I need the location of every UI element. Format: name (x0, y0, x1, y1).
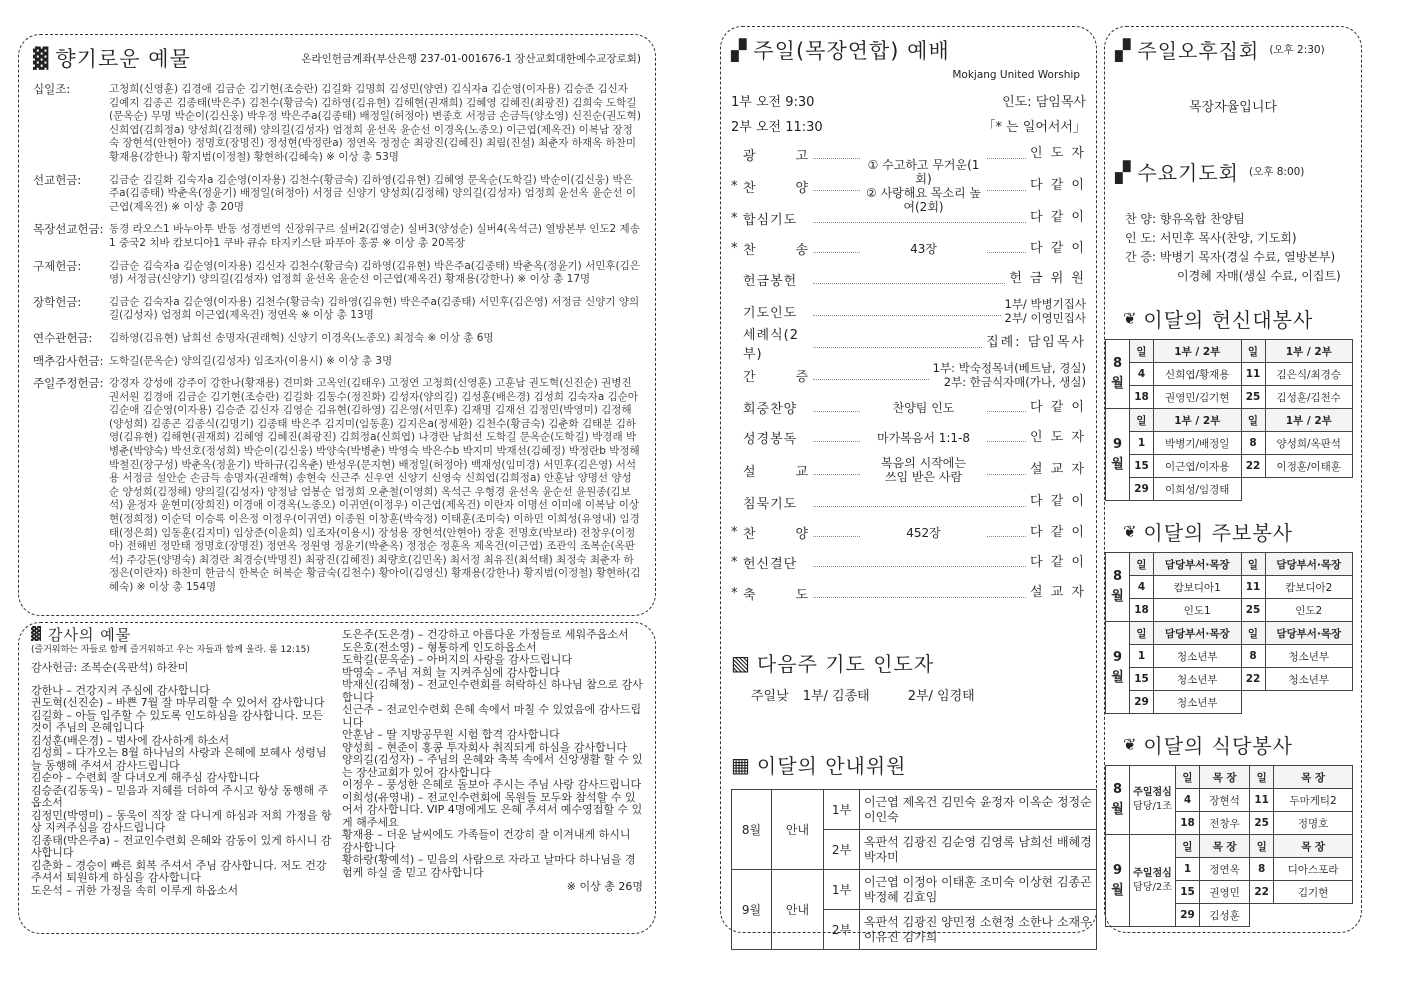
guide-row (732, 790, 1097, 830)
thanks-head: 감사헌금: 조복순(옥판석) 하찬미 (31, 661, 189, 674)
day-cell: 4 (1176, 789, 1200, 812)
table-row (1106, 455, 1353, 478)
guide-role: 안내 (772, 870, 824, 950)
day-cell: 11 (1250, 789, 1274, 812)
table-header (1106, 835, 1353, 858)
order-star: * (731, 585, 738, 601)
leaf-icon: ❦ (1123, 522, 1138, 541)
kitchen-label-sub: 담당/2조 (1133, 881, 1172, 893)
guide-service: 1부 (824, 870, 860, 910)
offering-names: 김금순 김길화 김숙자a 김순영(이자용) 김천수(황금숙) 김하영(김유현) 김혜영 문옥순(도학길) 박순이(김신웅) 박은주a(김종태) 박춘옥(정윤기) 배정일(허정아) 서정금 신양기 양성희(김정해) 양의길(김성자) 엄정희 윤선옥 윤순선 이근엽(제옥건) ※ 이상 총 20명 (109, 173, 637, 213)
afternoon-time: (오후 2:30) (1269, 44, 1325, 56)
header-cell: 일 (1130, 340, 1154, 363)
wed-time: (오후 8:00) (1249, 166, 1305, 178)
leaf-icon: ❦ (1123, 735, 1138, 754)
thanks-item: 박재신(김혜정) – 전교인수련회를 허락하신 하나님 참으로 감사합니다 (342, 678, 643, 704)
thanks-item: 양의길(김성자) – 주님의 은혜와 축복 속에서 신앙생활 할 수 있는 장산교회가 있어 감사합니다 (342, 753, 643, 779)
header-cell: 일 (1241, 553, 1265, 576)
name-cell: 청소년부 (1154, 645, 1242, 668)
order-item (731, 264, 1086, 294)
header-cell: 1부 / 2부 (1265, 340, 1353, 363)
section-marker-icon: ▓ (31, 627, 42, 642)
kitchen-label (1130, 835, 1176, 927)
section-marker-icon: ▦ (731, 752, 751, 777)
order-name: 찬 양 (743, 527, 809, 543)
next-prayer-title: ▧ 다음주 기도 인도자 (731, 650, 935, 677)
order-detail: 복음의 시작에는 쓰임 받은 사람 (861, 456, 986, 484)
kitchen-label-main: 주일점심 (1133, 787, 1172, 798)
thanks-item: 안훈남 – 딸 지방공무원 시험 합격 감사합니다 (342, 728, 560, 741)
order-name: 헌금봉헌 (743, 273, 798, 289)
order-item (731, 578, 1086, 608)
thanks-title: ▓ 감사의 예물 (31, 626, 132, 644)
order-dots (813, 347, 982, 348)
online-account: 온라인헌금계좌(부산은행 237-01-001676-1 장산교회대한예수교장로회) (301, 52, 641, 65)
day-cell: 1 (1130, 432, 1154, 455)
section-marker-icon: ▞ (1115, 159, 1132, 184)
thanks-verse: (즐거워하는 자들로 함께 즐거워하고 우는 자들과 함께 울라. 롬 12:15) (31, 644, 310, 655)
order-right: 설 교 자 (1030, 462, 1086, 478)
order-star: * (731, 555, 738, 571)
name-cell: 권영민 (1200, 881, 1250, 904)
thanks-item: 김순아 – 수련회 잘 다녀오게 해주심 감사합니다 (31, 771, 260, 784)
order-item (731, 517, 1086, 547)
order-name: 합심기도 (743, 212, 798, 228)
order-item (731, 358, 1086, 392)
standing-note: 「* 는 일어서서」 (982, 120, 1086, 135)
header-cell: 일 (1176, 835, 1200, 858)
day-cell: 29 (1176, 904, 1200, 927)
header-cell: 목 장 (1274, 835, 1353, 858)
order-dots (813, 506, 1026, 507)
next-label: 주일낮 (751, 689, 789, 705)
name-cell: 캄보디아1 (1154, 576, 1242, 599)
guide-table (731, 789, 1097, 950)
section-marker-icon: ▓ (33, 46, 50, 70)
thanks-item: 이정우 – 풍성한 은혜로 돌보아 주시는 주님 사랑 감사드립니다 (342, 778, 642, 791)
guide-service: 2부 (824, 830, 860, 870)
order-name: 세례식(2부) (743, 328, 800, 363)
name-cell: 신희엽/황재용 (1154, 363, 1242, 386)
order-dots (813, 222, 1026, 223)
thanks-section (18, 622, 656, 934)
table-header (1106, 553, 1353, 576)
kitchen-title: ❦ 이달의 식당봉사 (1123, 734, 1294, 758)
day-cell (1241, 478, 1265, 501)
header-cell: 담당부서·목장 (1265, 553, 1353, 576)
order-dots (813, 283, 1005, 284)
order-right: 1부/ 박병기집사 2부/ 이영민집사 (1004, 297, 1086, 326)
order-item (731, 203, 1086, 233)
wed-testimony-2: 이경혜 자매(생실 수료, 이집트) (1177, 269, 1341, 283)
order-star: * (731, 525, 738, 541)
day-cell: 1 (1130, 645, 1154, 668)
afternoon-text: 목장자율입니다 (1189, 100, 1277, 115)
thanks-item: 권도혁(신진순) – 바쁜 7월 잘 마무리할 수 있어서 감사합니다 (31, 696, 325, 709)
thanks-item: 김춘화 – 경승이 빠른 회복 주셔서 주님 감사합니다. 저도 건강주셔서 퇴원하게 하심을 감사합니다 (31, 858, 327, 884)
guide-month: 8월 (732, 790, 772, 870)
name-cell: 김성훈/김천수 (1265, 386, 1353, 409)
kitchen-table (1105, 765, 1353, 927)
table-row (1106, 386, 1353, 409)
day-cell: 29 (1130, 691, 1154, 714)
table-header (1106, 622, 1353, 645)
day-cell: 18 (1130, 386, 1154, 409)
day-cell: 11 (1241, 363, 1265, 386)
table-row (1106, 432, 1353, 455)
order-name: 찬 양 (743, 180, 809, 196)
table-row (1106, 478, 1353, 501)
kitchen-label-sub: 담당/1조 (1133, 801, 1172, 812)
header-cell: 일 (1130, 409, 1154, 432)
right-column (1104, 26, 1362, 933)
day-cell: 1 (1176, 858, 1200, 881)
offering-names: 김금순 김숙자a 김순영(이자용) 김천수(황금숙) 김하영(김유현) 박은주a(김종태) 서민후(김은영) 서정금 신양기 양의길(김성자) 엄정희 이근엽(제옥건) 정연옥 ※ 이상 총 13명 (109, 295, 640, 322)
thanks-item: 김승준(김동욱) – 믿음과 지혜를 더하여 주시고 항상 동행해 주옵소서 (31, 783, 329, 809)
header-cell: 일 (1250, 766, 1274, 789)
order-right: 다 같 이 (1030, 240, 1086, 256)
header-cell: 일 (1241, 340, 1265, 363)
header-cell: 일 (1176, 766, 1200, 789)
order-right: 다 같 이 (1030, 399, 1086, 415)
offering-names: 고청희(신영훈) 김경애 김금순 김기현(조승란) 김길화 김명희 김성민(양연) 김식자a 김순영(이자용) 김승준 김신자 김예지 김종곤 김종태(박은주) 김천수(황금숙) 김하영(김유현) 김해현(권재희) 김혜영 김혜진(최광진) 김희숙 도학길(문옥순) 무명 박순이(김신웅) 박우정 박은주a(김종태) 배정일(허정아) 변종호 서정금 손금득(양소영) 신진순(권도혁) 신희엽(김희정a) 양성희(김정해) 양의길(김성자) 엄정희 윤선옥 윤순선 이경옥(노종오) 이근엽(제옥건) 이복남 장정숙 장현석(안현아) 정명호(장명진) 정성현(박정란a) 정연옥 정정순 최광진(김혜진) 최림(진설) 최춘자 하재옥 하찬미 황재용(강한나) 황지범(이정철) 황현하(김혜숙) ※ 이상 총 53명 (109, 83, 641, 163)
worship-section (720, 26, 1097, 944)
header-cell: 일 (1130, 622, 1154, 645)
order-item (731, 294, 1086, 328)
order-name: 침묵기도 (743, 496, 798, 512)
worship-en: Mokjang United Worship (952, 69, 1080, 81)
order-item (731, 234, 1086, 264)
offering-row (33, 260, 641, 287)
header-cell: 일 (1241, 409, 1265, 432)
month-cell: 9 월 (1106, 835, 1130, 927)
day-cell: 22 (1241, 455, 1265, 478)
header-cell: 일 (1241, 622, 1265, 645)
order-name: 간 증 (743, 369, 809, 385)
guide-service: 1부 (824, 790, 860, 830)
order-right: 다 같 이 (1030, 178, 1086, 194)
offering-label: 맥추감사헌금: (33, 353, 104, 368)
day-cell: 15 (1176, 881, 1200, 904)
name-cell: 캄보디아2 (1265, 576, 1353, 599)
section-marker-icon: ▧ (731, 650, 751, 675)
day-cell: 8 (1241, 645, 1265, 668)
order-name: 축 도 (743, 587, 809, 603)
thanks-item: 강한나 – 건강지켜 주심에 감사합니다 (31, 683, 210, 697)
table-header (1106, 340, 1353, 363)
name-cell (1274, 904, 1353, 927)
month-cell: 8 월 (1106, 340, 1130, 409)
header-cell: 1부 / 2부 (1265, 409, 1353, 432)
name-cell: 두마게티2 (1274, 789, 1353, 812)
order-item (731, 328, 1086, 363)
day-cell: 8 (1250, 858, 1274, 881)
order-detail: 43장 (861, 242, 986, 256)
day-cell: 4 (1130, 363, 1154, 386)
order-item (731, 487, 1086, 517)
kitchen-label-main: 주일점심 (1133, 867, 1172, 879)
order-right: 다 같 이 (1030, 524, 1086, 540)
name-cell: 청소년부 (1265, 668, 1353, 691)
day-cell: 4 (1130, 576, 1154, 599)
offering-row (33, 83, 641, 165)
name-cell: 김은식/최경승 (1265, 363, 1353, 386)
wed-lead: 인 도: 서민후 목사(찬양, 기도회) (1125, 231, 1297, 245)
order-dots (813, 597, 1026, 598)
next-1: 1부/ 김종태 (802, 689, 870, 705)
header-cell: 담당부서·목장 (1154, 553, 1242, 576)
name-cell (1265, 691, 1353, 714)
order-right: 다 같 이 (1030, 210, 1086, 226)
name-cell: 이근엽/이자용 (1154, 455, 1242, 478)
thanks-item: 도은석 – 귀한 가정을 속히 이루게 하옵소서 (31, 883, 239, 897)
order-name: 설 교 (743, 464, 809, 480)
header-cell: 일 (1250, 835, 1274, 858)
header-cell: 1부 / 2부 (1154, 340, 1242, 363)
table-header (1106, 766, 1353, 789)
thanks-total: ※ 이상 총 26명 (566, 880, 643, 893)
order-detail: ① 수고하고 무거운(1회) ② 사랑해요 목소리 높여(2회) (861, 158, 986, 214)
order-item (731, 423, 1086, 453)
table-row (1106, 668, 1353, 691)
table-header (1106, 409, 1353, 432)
thanks-item: 도은주(도은경) – 건강하고 아름다운 가정들로 세워주옵소서 (342, 628, 629, 641)
name-cell: 인도1 (1154, 599, 1242, 622)
leaf-icon: ❦ (1123, 309, 1138, 328)
order-right: 헌 금 위 원 (1009, 271, 1086, 287)
day-cell: 25 (1250, 812, 1274, 835)
header-cell: 담당부서·목장 (1265, 622, 1353, 645)
guide-month: 9월 (732, 870, 772, 950)
order-right: 다 같 이 (1030, 494, 1086, 510)
order-name: 찬 송 (743, 243, 809, 259)
thanks-item: 김성희 – 다가오는 8월 하나님의 사랑과 은혜에 보혜사 성령님 늘 동행해 주셔서 감사드립니다 (31, 746, 327, 772)
table-row (1106, 363, 1353, 386)
offering-label: 십일조: (33, 82, 71, 96)
table-row (1106, 645, 1353, 668)
thanks-item: 김종태(박은주a) – 전교인수련회 은혜와 감동이 있게 하시니 감사합니다 (31, 833, 332, 859)
leader: 인도: 담임목사 (1002, 95, 1086, 110)
order-item (731, 158, 1086, 215)
name-cell: 박병기/배정일 (1154, 432, 1242, 455)
next-2: 2부/ 임경태 (907, 689, 975, 705)
name-cell: 디아스포라 (1274, 858, 1353, 881)
name-cell: 양성희/옥판석 (1265, 432, 1353, 455)
offering-row (33, 377, 641, 595)
thanks-item: 양성희 – 현준이 홍콩 투자회사 취직되게 하심을 감사합니다 (342, 740, 627, 754)
day-cell: 29 (1130, 478, 1154, 501)
bulletin-table (1105, 552, 1353, 714)
order-name: 성경봉독 (743, 432, 798, 448)
name-cell: 청소년부 (1154, 691, 1242, 714)
time-2: 2부 오전 11:30 (731, 120, 823, 135)
day-cell: 15 (1130, 668, 1154, 691)
day-cell: 18 (1130, 599, 1154, 622)
day-cell (1241, 691, 1265, 714)
order-dots (813, 566, 1026, 567)
order-name: 기도인도 (743, 305, 798, 321)
name-cell: 이희성/임경태 (1154, 478, 1242, 501)
day-cell: 22 (1241, 668, 1265, 691)
dedication-title: ❦ 이달의 헌신대봉사 (1123, 308, 1314, 332)
offering-names: 도학길(문옥순) 양의길(김성자) 임조자(이용시) ※ 이상 총 3명 (109, 354, 393, 367)
order-item (731, 548, 1086, 578)
guide-role: 안내 (772, 790, 824, 870)
order-star: * (731, 178, 738, 194)
name-cell: 인도2 (1265, 599, 1353, 622)
offering-label: 선교헌금: (33, 172, 82, 187)
name-cell: 전창우 (1200, 812, 1250, 835)
offering-title: ▓ 향기로운 예물 (33, 46, 191, 71)
name-cell: 장현석 (1200, 789, 1250, 812)
order-item (731, 392, 1086, 422)
order-detail: 452장 (861, 526, 986, 540)
offering-row (33, 332, 641, 346)
header-cell: 담당부서·목장 (1154, 622, 1242, 645)
order-name: 헌신결단 (743, 557, 798, 573)
day-cell: 8 (1241, 432, 1265, 455)
order-right: 설 교 자 (1030, 585, 1086, 601)
day-cell: 15 (1130, 455, 1154, 478)
offering-names: 김하영(김유현) 남희선 송명자(권래혁) 신양기 이경옥(노종오) 최정숙 ※ 이상 총 6명 (109, 331, 494, 344)
month-cell: 8 월 (1106, 553, 1130, 622)
section-marker-icon: ▞ (1115, 37, 1132, 62)
header-cell: 목 장 (1200, 835, 1250, 858)
header-cell: 일 (1130, 553, 1154, 576)
offering-names: 동경 라오스1 바누아투 반동 성경번역 신장위구르 실버2(김영순) 실버3(양성순) 실버4(옥석근) 열방본부 인도2 제송1 중국2 치바 캄보디아1 쿠바 큐슈 타지키스탄 파푸아 홍콩 ※ 이상 총 20목장 (109, 223, 640, 249)
order-name: 광 고 (743, 148, 809, 164)
guide-row (732, 870, 1097, 910)
month-cell: 8 월 (1106, 766, 1130, 835)
wed-praise: 찬 양: 향유옥합 찬양팀 (1125, 212, 1245, 226)
order-right: 다 같 이 (1030, 554, 1086, 570)
month-cell: 9 월 (1106, 622, 1130, 714)
guide-names: 이근엽 제옥건 김민숙 윤정자 이옥순 정정순 이인숙 (860, 790, 1097, 830)
order-item (731, 453, 1086, 487)
name-cell (1265, 478, 1353, 501)
offering-label: 장학헌금: (33, 294, 82, 309)
name-cell: 권영민/김기현 (1154, 386, 1242, 409)
day-cell: 22 (1250, 881, 1274, 904)
thanks-item: 도은호(전소영) – 형통하게 인도하옵소서 (342, 640, 537, 654)
day-cell: 25 (1241, 386, 1265, 409)
offering-label: 연수관헌금: (33, 330, 93, 345)
header-cell: 1부 / 2부 (1154, 409, 1242, 432)
thanks-item: 김성훈(배은경) – 범사에 감사하게 하소서 (31, 733, 230, 747)
order-star: * (731, 210, 738, 226)
thanks-item: 황재용 – 더운 날씨에도 가족들이 건강히 잘 이겨내게 하시니 감사합니다 (342, 828, 631, 854)
thanks-item: 김정민(박영미) – 동욱이 직장 잘 다니게 하심과 저희 가정을 항상 지켜주심을 감사드립니다 (31, 808, 332, 834)
offering-row (33, 174, 641, 215)
thanks-item: 이희성(유영내) – 전교인수련회에 목원들 모두와 참석할 수 있어서 감사합니다. VIP 4명에게도 은혜 주셔서 예수영접할 수 있게 해주세요 (342, 790, 643, 829)
guide-names: 이근엽 이정아 이태훈 조미숙 이상현 김종곤 박정혜 김효임 (860, 870, 1097, 910)
wed-testimony: 간 증: 박병기 목자(경실 수료, 열방본부) (1125, 250, 1336, 264)
table-row (1106, 599, 1353, 622)
day-cell: 25 (1241, 599, 1265, 622)
offering-section (18, 34, 656, 616)
wed-title: ▞ 수요기도회 (1115, 159, 1239, 185)
thanks-item: 황하랑(황예석) – 믿음의 사람으로 자라고 날마다 하나님을 경험케 하실 줄 믿고 감사합니다 (342, 853, 636, 879)
header-cell: 목 장 (1200, 766, 1250, 789)
order-dots (813, 315, 1001, 316)
name-cell: 정연옥 (1200, 858, 1250, 881)
guide-names: 옥판석 김광진 양민정 소현정 소한나 소재우 이유진 김가희 (860, 910, 1097, 950)
worship-title: ▞ 주일(목장연합) 예배 (731, 38, 950, 63)
order-dots (813, 379, 929, 380)
order-right: 인 도 자 (1030, 429, 1086, 445)
table-row (1106, 576, 1353, 599)
guide-title: ▦ 이달의 안내위원 (731, 752, 907, 779)
header-cell: 목 장 (1274, 766, 1353, 789)
day-cell: 11 (1241, 576, 1265, 599)
name-cell: 김성훈 (1200, 904, 1250, 927)
section-marker-icon: ▞ (731, 38, 748, 62)
afternoon-title: ▞ 주일오후집회 (1115, 37, 1260, 63)
day-cell: 18 (1176, 812, 1200, 835)
guide-names: 옥판석 김광진 김순영 김영록 남희선 배혜경 박자미 (860, 830, 1097, 870)
month-cell: 9 월 (1106, 409, 1130, 501)
offering-label: 주일주정헌금: (33, 376, 104, 391)
offering-label: 목장선교헌금: (33, 222, 104, 237)
order-right: 집례: 담임목사 (986, 335, 1086, 351)
offering-names: 강경자 강성애 강주이 강한나(황재용) 견미화 고옥인(김태우) 고정연 고청희(신영훈) 고훈남 권도혁(신진순) 권병진 권서원 김경애 김금순 김기현(조승란) 김길화 김동수(정진화) 김성자(양의길) 김성훈(배은경) 김성희 김숙자a 김순아 김순애 김순영(이자용) 김승준 김신자 김영순 김유현(김하영) 김은영(서민후) 김재명 김재선 김정민(박영미) 김정해(양성희) 김종곤 김종식(김명기) 김종태 박은주 김지미(임동훈) 김지은a(정세환) 김천수(황금숙) 김춘화 김태분 김하영(김유현) 김해현(권재희) 김혜영 김혜진(최광진) 김희정a(신희엽) 나경란 남희선 도학길 문옥순(도학길) 박경래 박병춘(박양숙) 박선호(정성희) 박순이(김신웅) 박양숙(박병춘) 박영숙 박은수b 박지미 박재선(김혜정) 박정란b 박정해 박철진(장구성) 박춘옥(정윤기) 박하규(김옥춘) 반성우(문지현) 배정일(허정아) 백재성(임미경) 서민후(김은영) 서석용 서정금 설안순 손금득 송명자(권래혁) 송현숙 신근주 신우연 신양기 신영숙 신희엽(김희정a) 안훈남 양명선 양성순 양성희(김정해) 양의길(김성자) 양정남 엄봉순 엄정희 오춘철(이영희) 옥석근 우형경 윤선옥 윤순선 윤원종(김보석) 윤정자 윤현미(장희진) 이경애 이경옥(노종오) 이귀연(이정우) 이근엽(제옥건) 이란자 이명선 이미애 이복남 이상현(정희정) 이순덕 이승록 이은정 이정우(이귀연) 이종원 이창훈(박숙정) 이태훈(조미숙) 이하민 이희성(유영내) 임경태(정은희) 임동훈(김지미) 임상준(이윤희) 임조자(이용시) 장성용 장현석(안현아) 장훈 전명호(박보라) 전창우(이정아) 전해빈 정만태 정명호(장명진) 정연옥 정원영 정윤기(박춘옥) 정정순 정훈옥 제옥건(이근엽) 조관익 조복순(옥판석) 주강돈(양명숙) 최경란 최경승(박명진) 최광진(김혜진) 최량호(김민옥) 최서정 최유진(최석태) 최정숙 최춘자 하정은(이란자) 하찬미 한금식 한복순 허복순 황금숙(김천수) 황아이(김영신) 황재용(강한나) 황지범(이정철) 황현하(김혜숙) ※ 이상 총 154명 (109, 377, 641, 593)
dedication-table (1105, 339, 1353, 501)
offering-row (33, 223, 641, 250)
order-detail: 찬양팀 인도 (861, 401, 986, 415)
name-cell: 정명호 (1274, 812, 1353, 835)
name-cell: 이정훈/이태훈 (1265, 455, 1353, 478)
bulletin-title: ❦ 이달의 주보봉사 (1123, 521, 1294, 545)
name-cell: 청소년부 (1154, 668, 1242, 691)
name-cell: 김기현 (1274, 881, 1353, 904)
kitchen-label (1130, 766, 1176, 835)
order-detail: 마가복음서 1:1-8 (861, 431, 986, 445)
thanks-item: 신근주 – 전교인수련회 은혜 속에서 마칠 수 있었음에 감사드립니다 (342, 703, 642, 729)
thanks-item: 도학길(문옥순) – 아버지의 사랑을 감사드립니다 (342, 653, 572, 666)
order-right: 1부: 박숙정목녀(베트남, 경실) 2부: 한금식자매(가나, 생실) (932, 361, 1086, 390)
order-right: 인 도 자 (1030, 146, 1086, 162)
offering-label: 구제헌금: (33, 258, 82, 273)
offering-names: 김금순 김숙자a 김순영(이자용) 김신자 김천수(황금숙) 김하영(김유현) 박은주a(김종태) 박춘옥(정윤기) 서민후(김은영) 서정금(신양기) 양의길(김성자) 엄정희 윤선옥 윤순선 이근엽(제옥건) 황재용(강한나) ※ 이상 총 17명 (109, 259, 640, 286)
thanks-item: 김길화 – 아들 입주할 수 있도록 인도하심을 감사합니다. 모든 것이 주님의 은혜입니다 (31, 708, 323, 734)
order-name: 회중찬양 (743, 402, 798, 418)
order-star: * (731, 241, 738, 257)
time-1: 1부 오전 9:30 (731, 95, 815, 110)
day-cell (1250, 904, 1274, 927)
guide-service: 2부 (824, 910, 860, 950)
table-row (1106, 691, 1353, 714)
offering-row (33, 296, 641, 323)
offering-row (33, 355, 641, 369)
name-cell: 청소년부 (1265, 645, 1353, 668)
thanks-item: 박영숙 – 주님 저희 늘 지켜주심에 감사합니다 (342, 665, 560, 679)
